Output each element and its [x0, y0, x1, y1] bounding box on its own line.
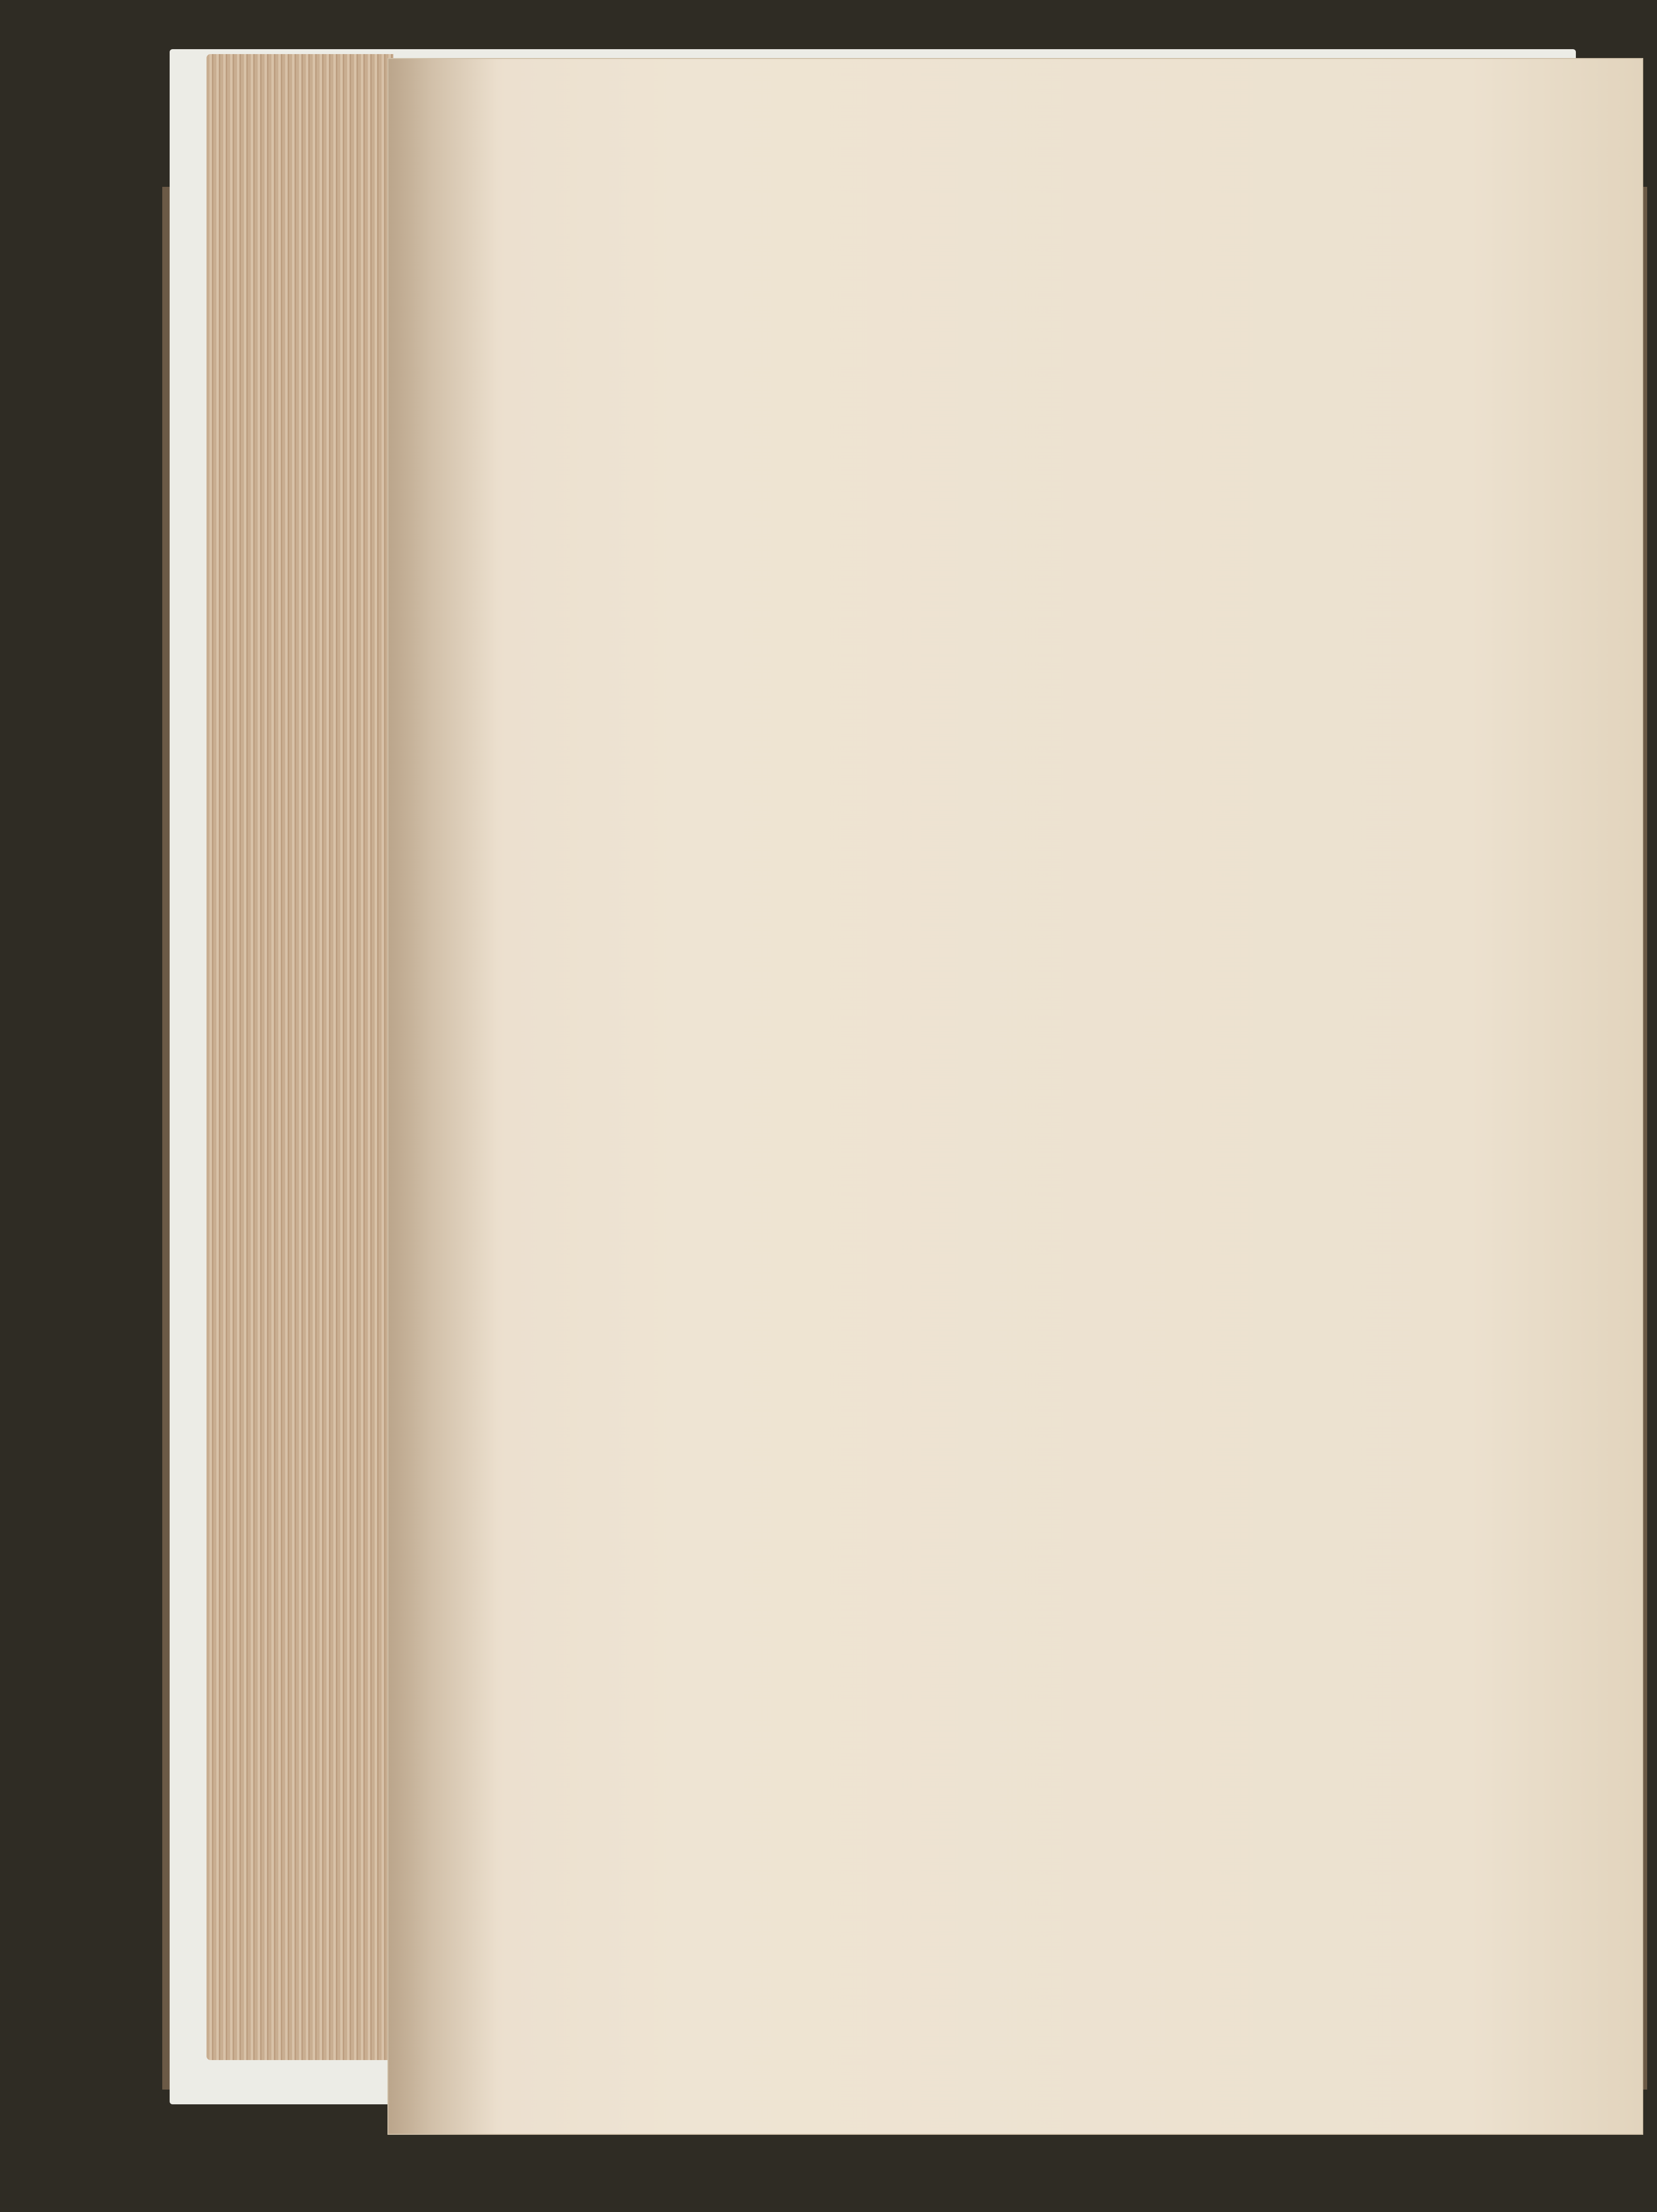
gutter-shadow	[388, 59, 497, 2134]
book-page	[388, 59, 1642, 2134]
page-stack-edges	[207, 54, 393, 2060]
